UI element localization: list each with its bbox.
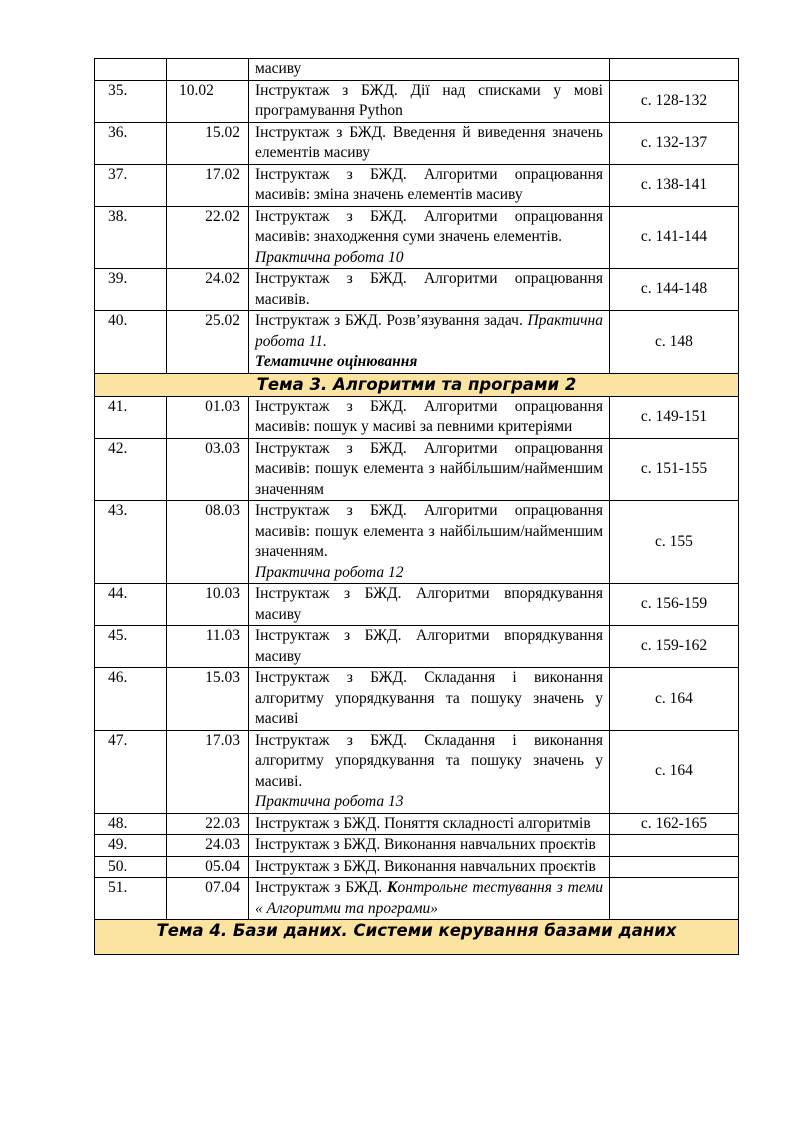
- cell-date: 15.03: [167, 668, 249, 731]
- cell-pages: [610, 59, 739, 81]
- table-row-49: [95, 835, 739, 857]
- cell-num: 50.: [95, 856, 167, 878]
- cell-date: 24.02: [167, 269, 249, 311]
- table-row-44: [95, 584, 739, 626]
- cell-topic: Інструктаж з БЖД. Алгоритми опрацювання масивів: пошук у масиві за певними критеріями: [249, 396, 610, 438]
- cell-pages: с. 164: [610, 730, 739, 813]
- practical-work: Практична робота 13: [255, 793, 404, 810]
- cell-num: 48.: [95, 813, 167, 835]
- cell-topic: Інструктаж з БЖД. Дії над списками у мові програмування Python: [249, 80, 610, 122]
- cell-date: 22.03: [167, 813, 249, 835]
- cell-topic: Інструктаж з БЖД. Складання і виконання алгоритму упорядкування та пошуку значень у масиві: [249, 668, 610, 731]
- cell-topic: Інструктаж з БЖД. Алгоритми опрацювання масивів.: [249, 269, 610, 311]
- cell-date: 05.04: [167, 856, 249, 878]
- cell-date: 17.03: [167, 730, 249, 813]
- cell-date: 10.03: [167, 584, 249, 626]
- cell-topic: [249, 311, 610, 374]
- table-row-35: [95, 80, 739, 122]
- cell-topic: Інструктаж з БЖД. Виконання навчальних проєктів: [249, 835, 610, 857]
- cell-num: 36.: [95, 122, 167, 164]
- cell-num: 45.: [95, 626, 167, 668]
- cell-topic: [249, 501, 610, 584]
- table-row-51: [95, 878, 739, 920]
- table-row-41: [95, 396, 739, 438]
- cell-pages: с. 128-132: [610, 80, 739, 122]
- practical-work: Практична робота 10: [255, 248, 404, 266]
- topic-italic-text: онтрольне тестування з теми « Алгоритми та програми»: [255, 879, 603, 917]
- section-header-topic-4: [95, 920, 739, 955]
- cell-pages: с. 159-162: [610, 626, 739, 668]
- cell-topic: Інструктаж з БЖД. Алгоритми опрацювання масивів: зміна значень елементів масиву: [249, 164, 610, 206]
- cell-num: 42.: [95, 438, 167, 501]
- cell-num: 44.: [95, 584, 167, 626]
- thematic-assessment: Тематичне оцінювання: [255, 353, 418, 370]
- cell-topic: Інструктаж з БЖД. Алгоритми впорядкування масиву: [249, 584, 610, 626]
- cell-topic: [249, 878, 610, 920]
- table-row-39: [95, 269, 739, 311]
- table-row-continuation: [95, 59, 739, 81]
- cell-date: 15.02: [167, 122, 249, 164]
- cell-topic: масиву: [249, 59, 610, 81]
- cell-pages: с. 156-159: [610, 584, 739, 626]
- table-row-48: [95, 813, 739, 835]
- cell-date: 25.02: [167, 311, 249, 374]
- topic-bold-letter: К: [387, 879, 398, 896]
- section-title: Тема 3. Алгоритми та програми 2: [95, 373, 739, 396]
- topic-text: Інструктаж з БЖД. Алгоритми опрацювання масивів: знаходження суми значень елементів.: [255, 207, 603, 245]
- cell-pages: [610, 835, 739, 857]
- cell-pages: с. 141-144: [610, 206, 739, 269]
- cell-topic: Інструктаж з БЖД. Алгоритми опрацювання масивів: пошук елемента з найбільшим/найменшим значенням: [249, 438, 610, 501]
- cell-pages: с. 132-137: [610, 122, 739, 164]
- table-row-40: [95, 311, 739, 374]
- table-row-38: [95, 206, 739, 269]
- table-row-42: [95, 438, 739, 501]
- cell-date: 03.03: [167, 438, 249, 501]
- cell-date: 08.03: [167, 501, 249, 584]
- cell-num: 37.: [95, 164, 167, 206]
- topic-text: Інструктаж з БЖД.: [255, 879, 388, 896]
- cell-topic: [249, 730, 610, 813]
- cell-num: 49.: [95, 835, 167, 857]
- cell-pages: с. 144-148: [610, 269, 739, 311]
- cell-pages: с. 148: [610, 311, 739, 374]
- cell-pages: [610, 856, 739, 878]
- section-header-topic-3: [95, 373, 739, 396]
- cell-date: [167, 59, 249, 81]
- cell-date: 07.04: [167, 878, 249, 920]
- practical-work: Практична робота 11.: [255, 312, 604, 350]
- topic-text: Інструктаж з БЖД. Алгоритми опрацювання масивів: пошук елемента з найбільшим/найменшим значенням.: [255, 502, 603, 560]
- cell-pages: с. 155: [610, 501, 739, 584]
- cell-pages: с. 151-155: [610, 438, 739, 501]
- cell-pages: с. 149-151: [610, 396, 739, 438]
- section-title: Тема 4. Бази даних. Системи керування базами даних: [95, 920, 739, 955]
- table-row-43: [95, 501, 739, 584]
- table-row-37: [95, 164, 739, 206]
- cell-num: 38.: [95, 206, 167, 269]
- cell-num: 35.: [95, 80, 167, 122]
- cell-date: 10.02: [167, 80, 249, 122]
- cell-pages: с. 138-141: [610, 164, 739, 206]
- cell-pages: с. 164: [610, 668, 739, 731]
- cell-topic: Інструктаж з БЖД. Виконання навчальних проєктів: [249, 856, 610, 878]
- cell-date: 24.03: [167, 835, 249, 857]
- cell-topic: [249, 206, 610, 269]
- cell-num: 43.: [95, 501, 167, 584]
- cell-num: 47.: [95, 730, 167, 813]
- table-row-45: [95, 626, 739, 668]
- cell-num: 41.: [95, 396, 167, 438]
- cell-date: 22.02: [167, 206, 249, 269]
- cell-topic: Інструктаж з БЖД. Алгоритми впорядкування масиву: [249, 626, 610, 668]
- cell-date: 17.02: [167, 164, 249, 206]
- cell-num: 40.: [95, 311, 167, 374]
- cell-topic: Інструктаж з БЖД. Введення й виведення значень елементів масиву: [249, 122, 610, 164]
- topic-text: Інструктаж з БЖД. Розв’язування задач.: [255, 312, 523, 329]
- table-row-47: [95, 730, 739, 813]
- cell-num: [95, 59, 167, 81]
- table-row-50: [95, 856, 739, 878]
- cell-date: 11.03: [167, 626, 249, 668]
- table-row-36: [95, 122, 739, 164]
- topic-text: Інструктаж з БЖД. Складання і виконання алгоритму упорядкування та пошуку значень у масиві.: [255, 731, 603, 790]
- cell-pages: с. 162-165: [610, 813, 739, 835]
- cell-num: 51.: [95, 878, 167, 920]
- cell-date: 01.03: [167, 396, 249, 438]
- cell-num: 39.: [95, 269, 167, 311]
- cell-num: 46.: [95, 668, 167, 731]
- table-row-46: [95, 668, 739, 731]
- cell-pages: [610, 878, 739, 920]
- practical-work: Практична робота 12: [255, 563, 404, 581]
- cell-topic: Інструктаж з БЖД. Поняття складності алгоритмів: [249, 813, 610, 835]
- lesson-plan-table: [94, 58, 739, 955]
